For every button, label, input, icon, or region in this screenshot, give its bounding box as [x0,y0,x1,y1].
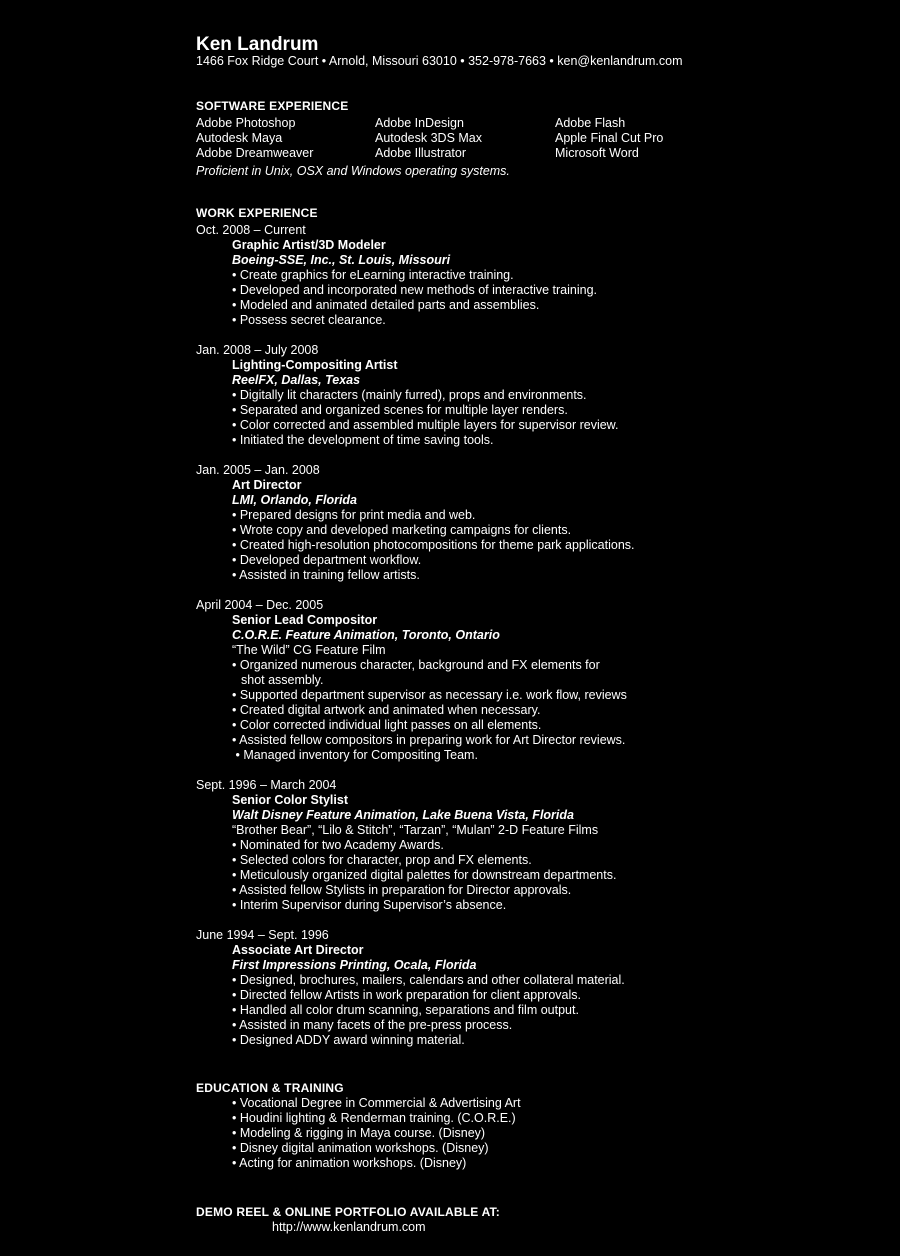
job-project: “The Wild” CG Feature Film [232,643,386,657]
education-item: • Modeling & rigging in Maya course. (Disney) [232,1126,486,1140]
job-bullet: • Prepared designs for print media and web. [232,508,476,522]
job-company: Walt Disney Feature Animation, Lake Buena Vista, Florida [232,808,574,822]
job-bullet: • Directed fellow Artists in work preparation for client approvals. [232,988,581,1002]
education-item: • Disney digital animation workshops. (Disney) [232,1141,489,1155]
job-bullet: • Interim Supervisor during Supervisor’s absence. [232,898,507,912]
job-bullet: • Nominated for two Academy Awards. [232,838,444,852]
education-list [232,1096,521,1171]
software-item: Adobe Photoshop [196,116,296,130]
job-company: Boeing-SSE, Inc., St. Louis, Missouri [232,253,451,267]
job-bullet: • Assisted in training fellow artists. [232,568,420,582]
job-bullet: • Assisted fellow compositors in preparing work for Art Director reviews. [232,733,626,747]
job-dates: June 1994 – Sept. 1996 [196,928,329,942]
job-title: Senior Color Stylist [232,793,348,807]
software-item: Microsoft Word [555,146,639,160]
job-bullet: • Assisted in many facets of the pre-press process. [232,1018,513,1032]
software-column-3 [555,116,663,161]
job-title: Graphic Artist/3D Modeler [232,238,386,252]
contact-line: 1466 Fox Ridge Court • Arnold, Missouri 63010 • 352-978-7663 • ken@kenlandrum.com [196,54,683,68]
job-title: Lighting-Compositing Artist [232,358,398,372]
software-item: Autodesk Maya [196,131,283,145]
job-entry [196,343,618,448]
job-bullet: • Modeled and animated detailed parts and assemblies. [232,298,540,312]
job-bullet: • Designed, brochures, mailers, calendars and other collateral material. [232,973,625,987]
os-proficiency-note: Proficient in Unix, OSX and Windows operating systems. [196,164,510,178]
job-project: “Brother Bear”, “Lilo & Stitch”, “Tarzan”, “Mulan” 2-D Feature Films [232,823,599,837]
portfolio-link[interactable]: http://www.kenlandrum.com [272,1220,426,1234]
education-heading: EDUCATION & TRAINING [196,1081,344,1095]
job-bullet: • Create graphics for eLearning interactive training. [232,268,514,282]
software-item: Adobe Dreamweaver [196,146,314,160]
job-entry [196,223,597,328]
job-title: Associate Art Director [232,943,364,957]
job-company: ReelFX, Dallas, Texas [232,373,361,387]
job-bullet: • Managed inventory for Compositing Team. [232,748,478,762]
software-column-1 [196,116,313,161]
job-bullet: • Designed ADDY award winning material. [232,1033,465,1047]
job-entry [196,928,625,1048]
job-company: C.O.R.E. Feature Animation, Toronto, Ontario [232,628,500,642]
job-company: First Impressions Printing, Ocala, Florida [232,958,477,972]
resume-name: Ken Landrum [196,34,319,55]
job-bullet: • Organized numerous character, background and FX elements for [232,658,600,672]
portfolio-heading: DEMO REEL & ONLINE PORTFOLIO AVAILABLE AT: [196,1205,500,1219]
job-dates: Jan. 2005 – Jan. 2008 [196,463,320,477]
software-item: Apple Final Cut Pro [555,131,664,145]
job-dates: Jan. 2008 – July 2008 [196,343,319,357]
job-dates: Oct. 2008 – Current [196,223,306,237]
job-bullet: • Assisted fellow Stylists in preparation for Director approvals. [232,883,572,897]
job-entry [196,778,616,913]
software-item: Adobe InDesign [375,116,464,130]
job-bullet: • Created digital artwork and animated when necessary. [232,703,541,717]
job-bullet: • Supported department supervisor as necessary i.e. work flow, reviews [232,688,627,702]
job-bullet: • Possess secret clearance. [232,313,386,327]
job-bullet: • Meticulously organized digital palettes for downstream departments. [232,868,617,882]
software-column-2 [375,116,482,161]
job-bullet: • Selected colors for character, prop and FX elements. [232,853,532,867]
job-bullet: • Separated and organized scenes for multiple layer renders. [232,403,568,417]
job-bullet: • Created high-resolution photocompositions for theme park applications. [232,538,635,552]
job-bullet: • Color corrected and assembled multiple layers for supervisor review. [232,418,619,432]
job-title: Senior Lead Compositor [232,613,378,627]
software-item: Adobe Flash [555,116,626,130]
job-bullet: • Color corrected individual light passes on all elements. [232,718,542,732]
education-item: • Acting for animation workshops. (Disney) [232,1156,467,1170]
job-bullet: • Developed and incorporated new methods of interactive training. [232,283,598,297]
software-item: Adobe Illustrator [375,146,467,160]
education-item: • Houdini lighting & Renderman training. (C.O.R.E.) [232,1111,516,1125]
software-item: Autodesk 3DS Max [375,131,482,145]
job-dates: Sept. 1996 – March 2004 [196,778,337,792]
job-bullet-continuation: shot assembly. [241,673,324,687]
job-bullet: • Developed department workflow. [232,553,422,567]
education-item: • Vocational Degree in Commercial & Advertising Art [232,1096,521,1110]
job-title: Art Director [232,478,302,492]
work-heading: WORK EXPERIENCE [196,206,318,220]
job-bullet: • Initiated the development of time saving tools. [232,433,494,447]
job-entry [196,598,627,763]
job-dates: April 2004 – Dec. 2005 [196,598,324,612]
job-bullet: • Digitally lit characters (mainly furred), props and environments. [232,388,587,402]
job-bullet: • Handled all color drum scanning, separations and film output. [232,1003,579,1017]
job-company: LMI, Orlando, Florida [232,493,357,507]
software-heading: SOFTWARE EXPERIENCE [196,99,349,113]
job-bullet: • Wrote copy and developed marketing campaigns for clients. [232,523,572,537]
job-entry [196,463,635,583]
